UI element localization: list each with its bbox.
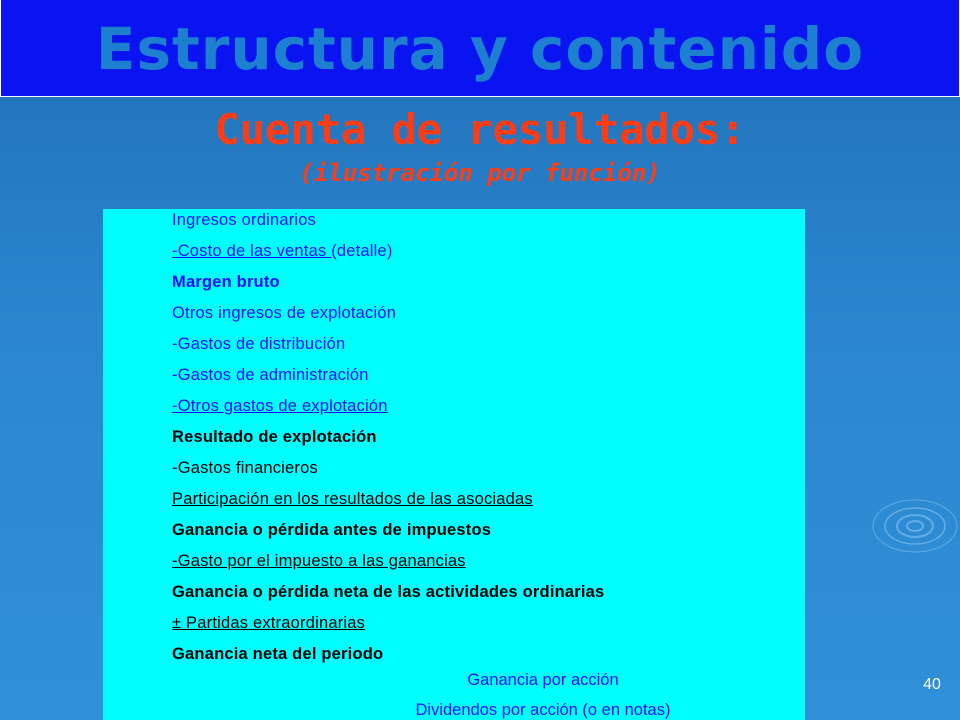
line-otros-ingresos: Otros ingresos de explotación — [172, 304, 397, 322]
slide-title: Estructura y contenido — [95, 15, 865, 83]
line-gastos-administracion: -Gastos de administración — [172, 366, 369, 384]
slide-subtitle-note: (ilustración por función) — [299, 159, 661, 187]
slide-subtitle: Cuenta de resultados: — [214, 105, 746, 154]
line-ganancia-neta-periodo: Ganancia neta del periodo — [172, 645, 384, 663]
line-costo-ventas — [172, 241, 393, 261]
income-statement-panel — [103, 209, 805, 720]
line-costo-ventas-label: -Costo de las ventas — [172, 242, 332, 260]
line-gastos-distribucion: -Gastos de distribución — [172, 335, 346, 353]
line-gastos-financieros: -Gastos financieros — [172, 459, 318, 477]
line-dividendos-por-accion: Dividendos por acción (o en notas) — [415, 701, 671, 719]
line-costo-ventas-detail: (detalle) — [331, 242, 393, 260]
line-ganancia-por-accion: Ganancia por acción — [467, 671, 619, 689]
line-resultado-explotacion: Resultado de explotación — [172, 428, 377, 446]
line-margen-bruto: Margen bruto — [172, 273, 280, 291]
line-partidas-extraordinarias: ± Partidas extraordinarias — [172, 614, 366, 632]
water-ripple-icon — [870, 492, 960, 572]
line-otros-gastos: -Otros gastos de explotación — [172, 397, 388, 415]
line-gasto-impuesto: -Gasto por el impuesto a las ganancias — [172, 552, 466, 570]
page-number: 40 — [923, 676, 941, 693]
line-participacion-asociadas: Participación en los resultados de las asociadas — [172, 490, 533, 508]
line-ganancia-antes-impuestos: Ganancia o pérdida antes de impuestos — [172, 521, 492, 539]
line-ganancia-neta-ordinarias: Ganancia o pérdida neta de las actividades ordinarias — [172, 583, 605, 601]
line-ingresos-ordinarios: Ingresos ordinarios — [172, 211, 317, 229]
